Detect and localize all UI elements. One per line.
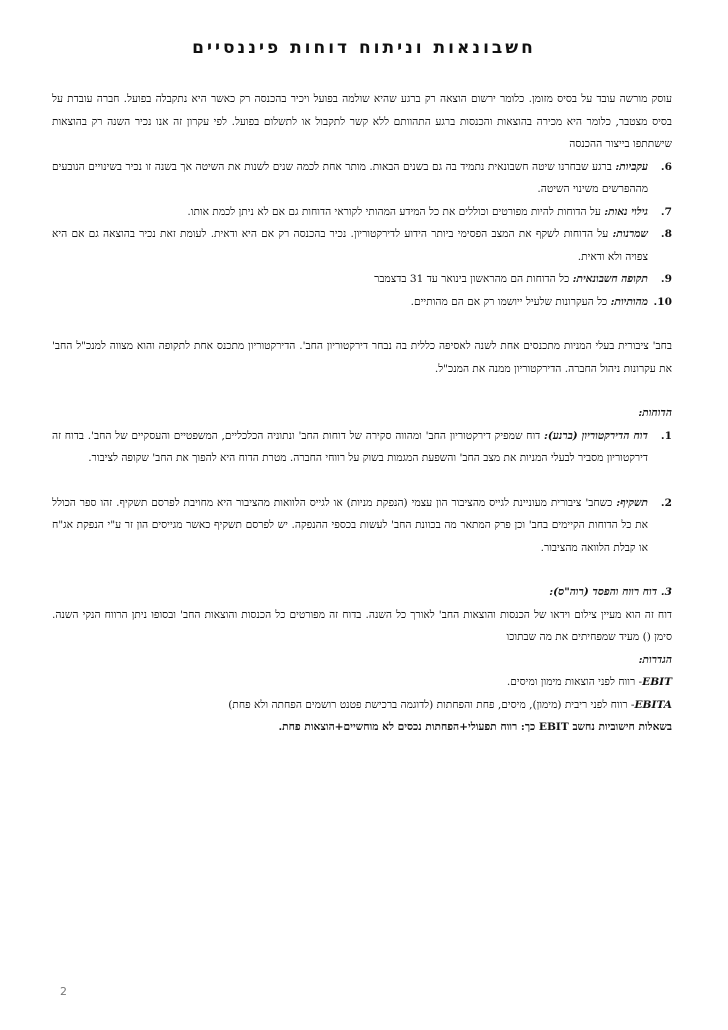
reports-header: הדוחות:	[638, 407, 672, 419]
principle-item: 10. מהותיות: כל העקרונות שלעיל ייושמו רק אם הם מהותיים.	[410, 295, 672, 308]
principle-item: 7. גילוי נאות: על הדוחות להיות מפורטים וכוללים את כל המידע המהותי לקוראי הדוחות גם אם לא ניתן לכמת אותו.	[187, 205, 672, 218]
spacer	[52, 470, 672, 492]
principle-item: 9. תקופה חשבונאית: כל הדוחות הם מהראשון בינואר עד 31 בדצמבר	[374, 273, 672, 285]
company-paragraph: בחב' ציבורית בעלי המניות מתכנסים אחת לשנה לאסיפה כללית בה נבחר דירקטוריון החב'. הדירקטוריון מתכנס אחת לתקופה והוא מצווה למנכ"ל החב' את עקרונות ניהול החברה. הדירקטוריון ממנה את המנכ"ל.	[52, 340, 672, 375]
section3-header: 3. דוח רווח והפסד (רוה"ס):	[549, 586, 672, 598]
principle-item: 8. שמרנות: על הדוחות לשקף את המצב הפסימי ביותר הידוע לדירקטוריון. נכיר בהכנסה רק אם היא ודאית. לעומת זאת נכיר בהוצאה גם אם היא צפויה ולא ודאית.	[52, 228, 672, 263]
definitions-header: הגדרות:	[638, 653, 672, 666]
spacer	[52, 313, 672, 335]
document-body	[52, 88, 672, 739]
spacer	[52, 380, 672, 402]
definition-item: EBITA- רווח לפני ריבית (מימון), מיסים, פחת והפחתות (לדוגמה ברכישת פטנט רושמים הפחתה ולא פחת)	[228, 698, 672, 711]
section3-text: דוח זה הוא מעיין צילום וידאו של הכנסות והוצאות החב' לאורך כל השנה. בדוח זה מפורטים כל הכנסות והוצאות החב' ובסופו ניתן הרווח הנקי השנה. סימן () מעיד שמפחיתים את מה שבתוכו	[52, 608, 672, 643]
report-item: 1. דוח הדירקטוריון (ברנע): דוח שמפיק דירקטוריון החב' ומהווה סקירה של דוחות החב' ונתוניה הכלכליים, המשפטיים והעסקיים של החב'. בדוח זה דירקטוריון מסביר לבעלי המניות את מצב החב' והשפעת המגמות בשוק על רווחי החברה. מטרת הדוח היא להפוך את החב' שקופה לציבור.	[52, 429, 672, 464]
report-item: 2. תשקיף: כשחב' ציבורית מעוניינת לגייס מהציבור הון עצמי (הנפקת מניות) או לגייס הלוואות מהציבור היא מחויבת לפרסם תשקיף. זהו ספר הכולל את כל הדוחות הקיימים בחב' וכן פרק המתאר מה בכוונת החב' לעשות בכספי ההנפקה. יש לפרסם תשקיף כאשר מגייסים הון זר ע"י הנפקת אג"ח או קבלת הלוואה מהציבור.	[52, 496, 672, 554]
intro-paragraph: עוסק מורשה עובד על בסיס מזומן. כלומר ירשום הוצאה רק ברגע שהיא שולמה בפועל ויכיר בהכנסה רק כאשר היא נתקבלה בפועל. חברה עובדת על בסיס מצטבר, כלומר היא מכירה בהוצאות והכנסות ברגע התהוותם ללא קשר לתקבול או לתשלום בפועל. לפי עקרון זה אנו נכיר השנה רק בהוצאות שישתתפו בייצור ההכנסה	[52, 93, 672, 150]
ebit-summary: בשאלות חישוביות נחשב EBIT כך: רווח תפעולי+הפחתות נכסים לא מוחשיים+הוצאות פחת.	[278, 721, 672, 733]
definition-item: EBIT- רווח לפני הוצאות מימון ומיסים.	[506, 676, 672, 688]
page-title: חשבונאות וניתוח דוחות פיננסיים	[192, 38, 536, 58]
page-number: 2	[60, 985, 67, 998]
principles-list	[52, 156, 672, 314]
principle-item: 6. עקביות: ברגע שבחרנו שיטה חשבונאית נתמיד בה גם בשנים הבאות. מותר אחת לכמה שנים לשנות את השיטה אך בשנה זו נכיר בשינויים הנובעים מההפרשים משינוי השיטה.	[52, 160, 672, 195]
spacer	[52, 559, 672, 581]
